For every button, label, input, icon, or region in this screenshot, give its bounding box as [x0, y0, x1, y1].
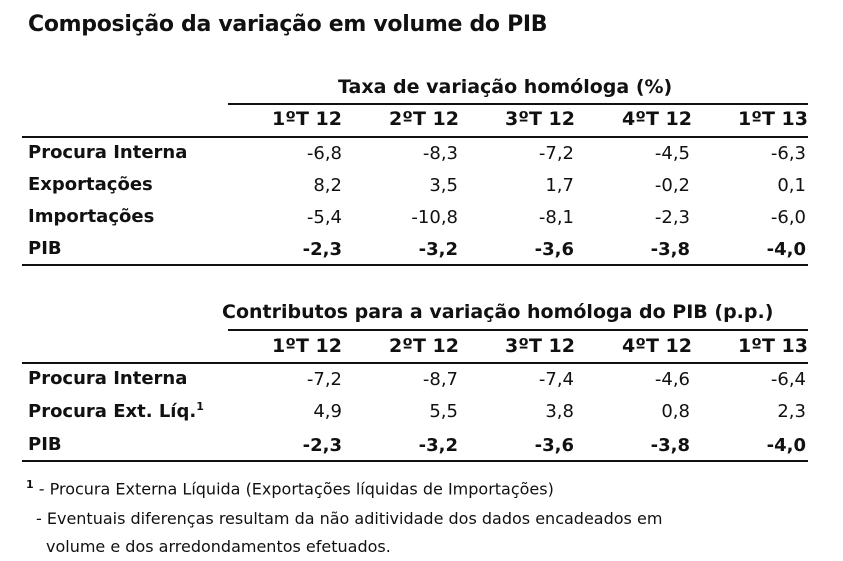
row-label: PIB	[28, 238, 62, 259]
table-cell: -7,2	[538, 143, 574, 164]
row-label: Importações	[28, 206, 155, 227]
page-title: Composição da variação em volume do PIB	[28, 12, 548, 37]
footnote-1	[26, 478, 554, 498]
table-cell: 5,5	[429, 401, 458, 422]
table-cell: 0,1	[777, 175, 806, 196]
table2-heading: Contributos para a variação homóloga do PIB (p.p.)	[222, 301, 774, 323]
table1-col-header: 4ºT 12	[622, 108, 692, 130]
table-cell: -3,6	[534, 435, 574, 456]
table-cell: -7,4	[538, 369, 574, 390]
table-cell: 8,2	[313, 175, 342, 196]
row-label: Procura Interna	[28, 142, 188, 163]
table-cell: -8,7	[422, 369, 458, 390]
table-cell: 0,8	[661, 401, 690, 422]
row-label: Exportações	[28, 174, 153, 195]
footnote-2-line1: - Eventuais diferenças resultam da não aditividade dos dados encadeados em	[36, 509, 663, 528]
table2-col-header: 4ºT 12	[622, 335, 692, 357]
table1-col-header: 2ºT 12	[389, 108, 459, 130]
table-cell: -3,2	[418, 239, 458, 260]
table-cell: -8,1	[538, 207, 574, 228]
table2-col-header: 3ºT 12	[505, 335, 575, 357]
table-cell: -6,3	[770, 143, 806, 164]
table1-col-header: 1ºT 13	[738, 108, 808, 130]
table2-header-rule	[22, 362, 808, 364]
table1-header-rule	[22, 136, 808, 138]
table-cell: -2,3	[302, 435, 342, 456]
table-cell: -3,2	[418, 435, 458, 456]
table-cell: -7,2	[306, 369, 342, 390]
table2-col-header: 1ºT 13	[738, 335, 808, 357]
table-cell: -8,3	[422, 143, 458, 164]
table1-heading: Taxa de variação homóloga (%)	[338, 76, 673, 98]
row-label: PIB	[28, 434, 62, 455]
row-label: Procura Interna	[28, 368, 188, 389]
footnote-marker: 1	[26, 478, 34, 491]
table-cell: -3,8	[650, 435, 690, 456]
table-cell: -3,6	[534, 239, 574, 260]
table-cell: -6,4	[770, 369, 806, 390]
table2-col-header: 2ºT 12	[389, 335, 459, 357]
table1-col-header: 1ºT 12	[272, 108, 342, 130]
table2-col-header: 1ºT 12	[272, 335, 342, 357]
table-cell: -2,3	[654, 207, 690, 228]
table-cell: -6,0	[770, 207, 806, 228]
table2-bottom-rule	[22, 460, 808, 462]
table-cell: -2,3	[302, 239, 342, 260]
table2-heading-rule	[228, 329, 808, 331]
footnote-ref: 1	[196, 400, 204, 413]
table-cell: -4,0	[766, 435, 806, 456]
row-label	[28, 400, 204, 422]
table-cell: 4,9	[313, 401, 342, 422]
table-cell: -4,6	[654, 369, 690, 390]
table-cell: 3,8	[545, 401, 574, 422]
table1-col-header: 3ºT 12	[505, 108, 575, 130]
table-cell: -4,5	[654, 143, 690, 164]
table-cell: -6,8	[306, 143, 342, 164]
table-cell: 1,7	[545, 175, 574, 196]
footnote-2-line2: volume e dos arredondamentos efetuados.	[46, 537, 391, 556]
table1-bottom-rule	[22, 264, 808, 266]
table-cell: -3,8	[650, 239, 690, 260]
table-cell: 3,5	[429, 175, 458, 196]
row-label-text: Procura Ext. Líq.	[28, 401, 197, 422]
table-cell: -10,8	[411, 207, 458, 228]
table-cell: -0,2	[654, 175, 690, 196]
table-cell: -4,0	[766, 239, 806, 260]
footnote-text: - Procura Externa Líquida (Exportações líquidas de Importações)	[33, 479, 554, 499]
table-cell: -5,4	[306, 207, 342, 228]
table1-heading-rule	[228, 103, 808, 105]
table-cell: 2,3	[777, 401, 806, 422]
